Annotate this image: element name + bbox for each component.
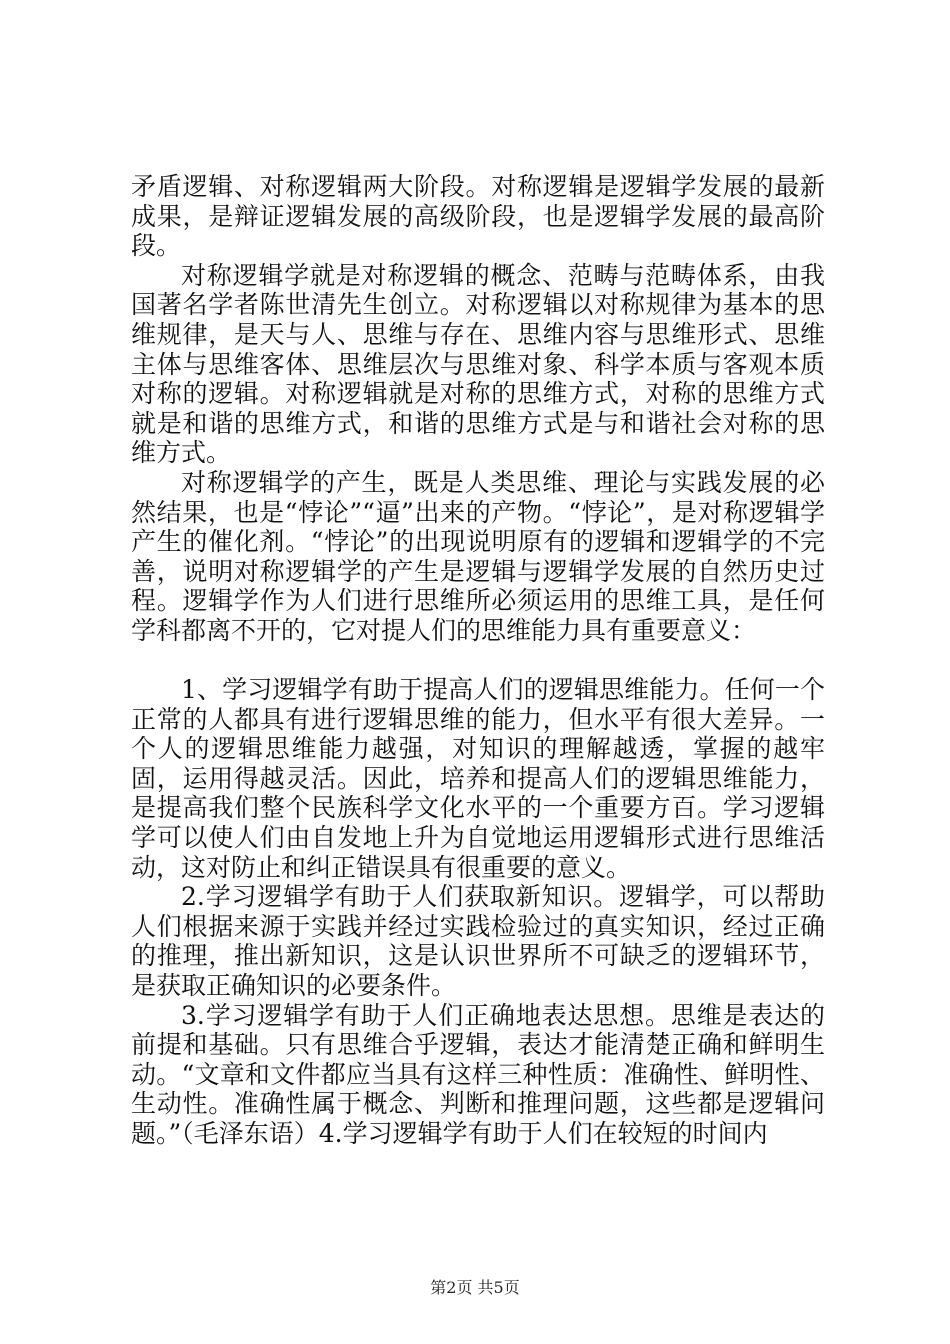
paragraph-5: 2.学习逻辑学有助于人们获取新知识。逻辑学，可以帮助人们根据来源于实践并经过实践检验过的真实知识，经过正确的推理，推出新知识，这是认识世界所不可缺乏的逻辑环节，是获取正确知识的必要条件。 [131, 882, 825, 1001]
paragraph-6: 3.学习逻辑学有助于人们正确地表达思想。思维是表达的前提和基础。只有思维合乎逻辑，表达才能清楚正确和鲜明生动。“文章和文件都应当具有这样三种性质：准确性、鲜明性、生动性。准确性属于概念、判断和推理问题，这些都是逻辑问题。”（毛泽东语）4.学习逻辑学有助于人们在较短的时间内 [131, 1000, 825, 1148]
paragraph-4: 1、学习逻辑学有助于提高人们的逻辑思维能力。任何一个正常的人都具有进行逻辑思维的能力，但水平有很大差异。一个人的逻辑思维能力越强，对知识的理解越透，掌握的越牢固，运用得越灵活。因此，培养和提高人们的逻辑思维能力，是提高我们整个民族科学文化水平的一个重要方百。学习逻辑学可以使人们由自发地上升为自觉地运用逻辑形式进行思维活动，这对防止和纠正错误具有很重要的意义。 [131, 675, 825, 882]
page-number-footer: 第2页 共5页 [430, 1278, 520, 1297]
paragraph-3: 对称逻辑学的产生，既是人类思维、理论与实践发展的必然结果，也是“悖论”“逼”出来的产物。“悖论”，是对称逻辑学产生的催化剂。“悖论”的出现说明原有的逻辑和逻辑学的不完善，说明对称逻辑学的产生是逻辑与逻辑学发展的自然历史过程。逻辑学作为人们进行思维所必须运用的思维工具，是任何学科都离不开的，它对提人们的思维能力具有重要意义： [131, 467, 825, 645]
document-body [131, 172, 825, 1149]
paragraph-1: 矛盾逻辑、对称逻辑两大阶段。对称逻辑是逻辑学发展的最新成果，是辩证逻辑发展的高级阶段，也是逻辑学发展的最高阶段。 [131, 172, 825, 261]
blank-line [131, 646, 825, 676]
paragraph-2: 对称逻辑学就是对称逻辑的概念、范畴与范畴体系，由我国著名学者陈世清先生创立。对称逻辑以对称规律为基本的思维规律，是天与人、思维与存在、思维内容与思维形式、思维主体与思维客体、思维层次与思维对象、科学本质与客观本质对称的逻辑。对称逻辑就是对称的思维方式，对称的思维方式就是和谐的思维方式，和谐的思维方式是与和谐社会对称的思维方式。 [131, 260, 825, 468]
